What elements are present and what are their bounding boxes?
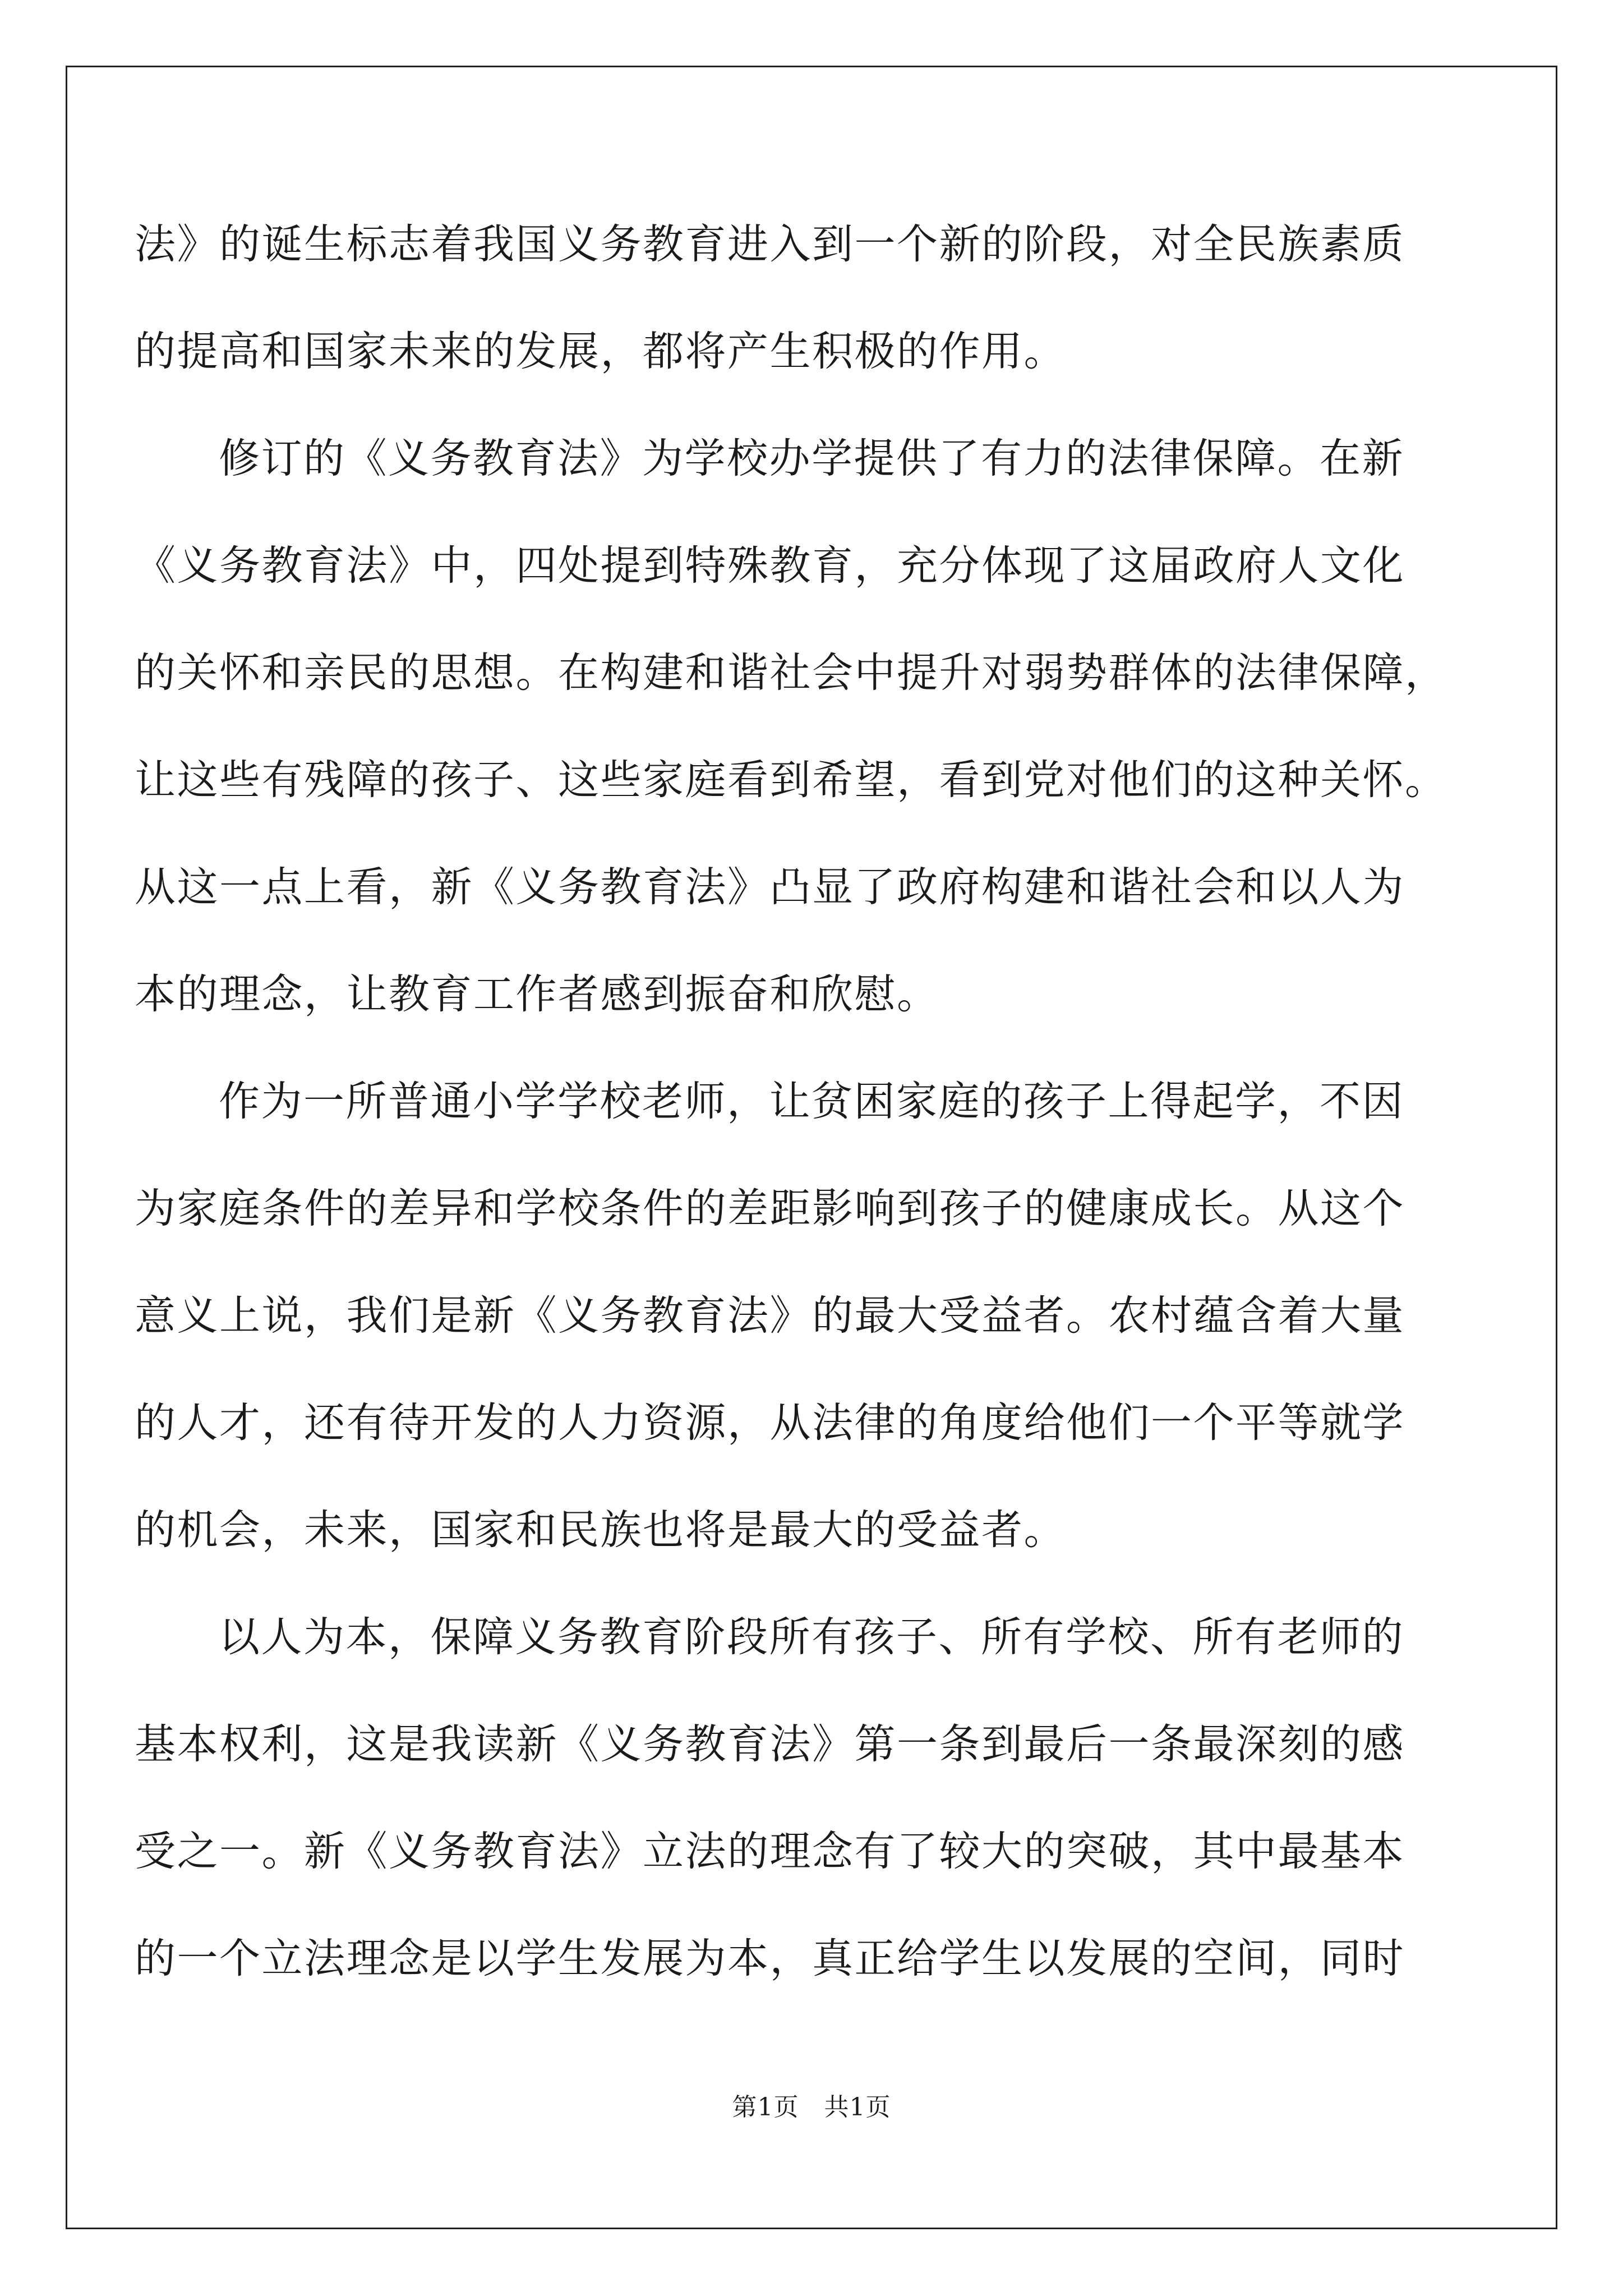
paragraph-start-line: 作为一所普通小学学校老师，让贫困家庭的孩子上得起学，不因: [219, 1078, 1404, 1125]
page-footer: 第1页 共1页: [732, 2093, 891, 2122]
text-line: 意义上说，我们是新《义务教育法》的最大受益者。农村蕴含着大量: [135, 1292, 1405, 1340]
text-line: 法》的诞生标志着我国义务教育进入到一个新的阶段，对全民族素质: [135, 220, 1405, 268]
text-line: 的机会，未来，国家和民族也将是最大的受益者。: [135, 1506, 1066, 1554]
text-line: 的提高和国家未来的发展，都将产生积极的作用。: [135, 328, 1066, 375]
text-line: 受之一。新《义务教育法》立法的理念有了较大的突破，其中最基本: [135, 1828, 1405, 1875]
text-line: 从这一点上看，新《义务教育法》凸显了政府构建和谐社会和以人为: [135, 863, 1405, 911]
document-body: [135, 191, 1486, 2012]
text-line: 的关怀和亲民的思想。在构建和谐社会中提升对弱势群体的法律保障，: [135, 649, 1447, 697]
text-line: 本的理念，让教育工作者感到振奋和欣慰。: [135, 970, 939, 1018]
text-line: 让这些有残障的孩子、这些家庭看到希望，看到党对他们的这种关怀。: [135, 756, 1447, 804]
text-line: 为家庭条件的差异和学校条件的差距影响到孩子的健康成长。从这个: [135, 1185, 1405, 1232]
text-line: 的一个立法理念是以学生发展为本，真正给学生以发展的空间，同时: [135, 1935, 1405, 1982]
text-line: 基本权利，这是我读新《义务教育法》第一条到最后一条最深刻的感: [135, 1720, 1405, 1768]
text-line: 的人才，还有待开发的人力资源，从法律的角度给他们一个平等就学: [135, 1399, 1405, 1447]
text-line: 《义务教育法》中，四处提到特殊教育，充分体现了这届政府人文化: [135, 542, 1405, 590]
paragraph-start-line: 以人为本，保障义务教育阶段所有孩子、所有学校、所有老师的: [219, 1613, 1404, 1661]
paragraph-start-line: 修订的《义务教育法》为学校办学提供了有力的法律保障。在新: [219, 435, 1404, 482]
